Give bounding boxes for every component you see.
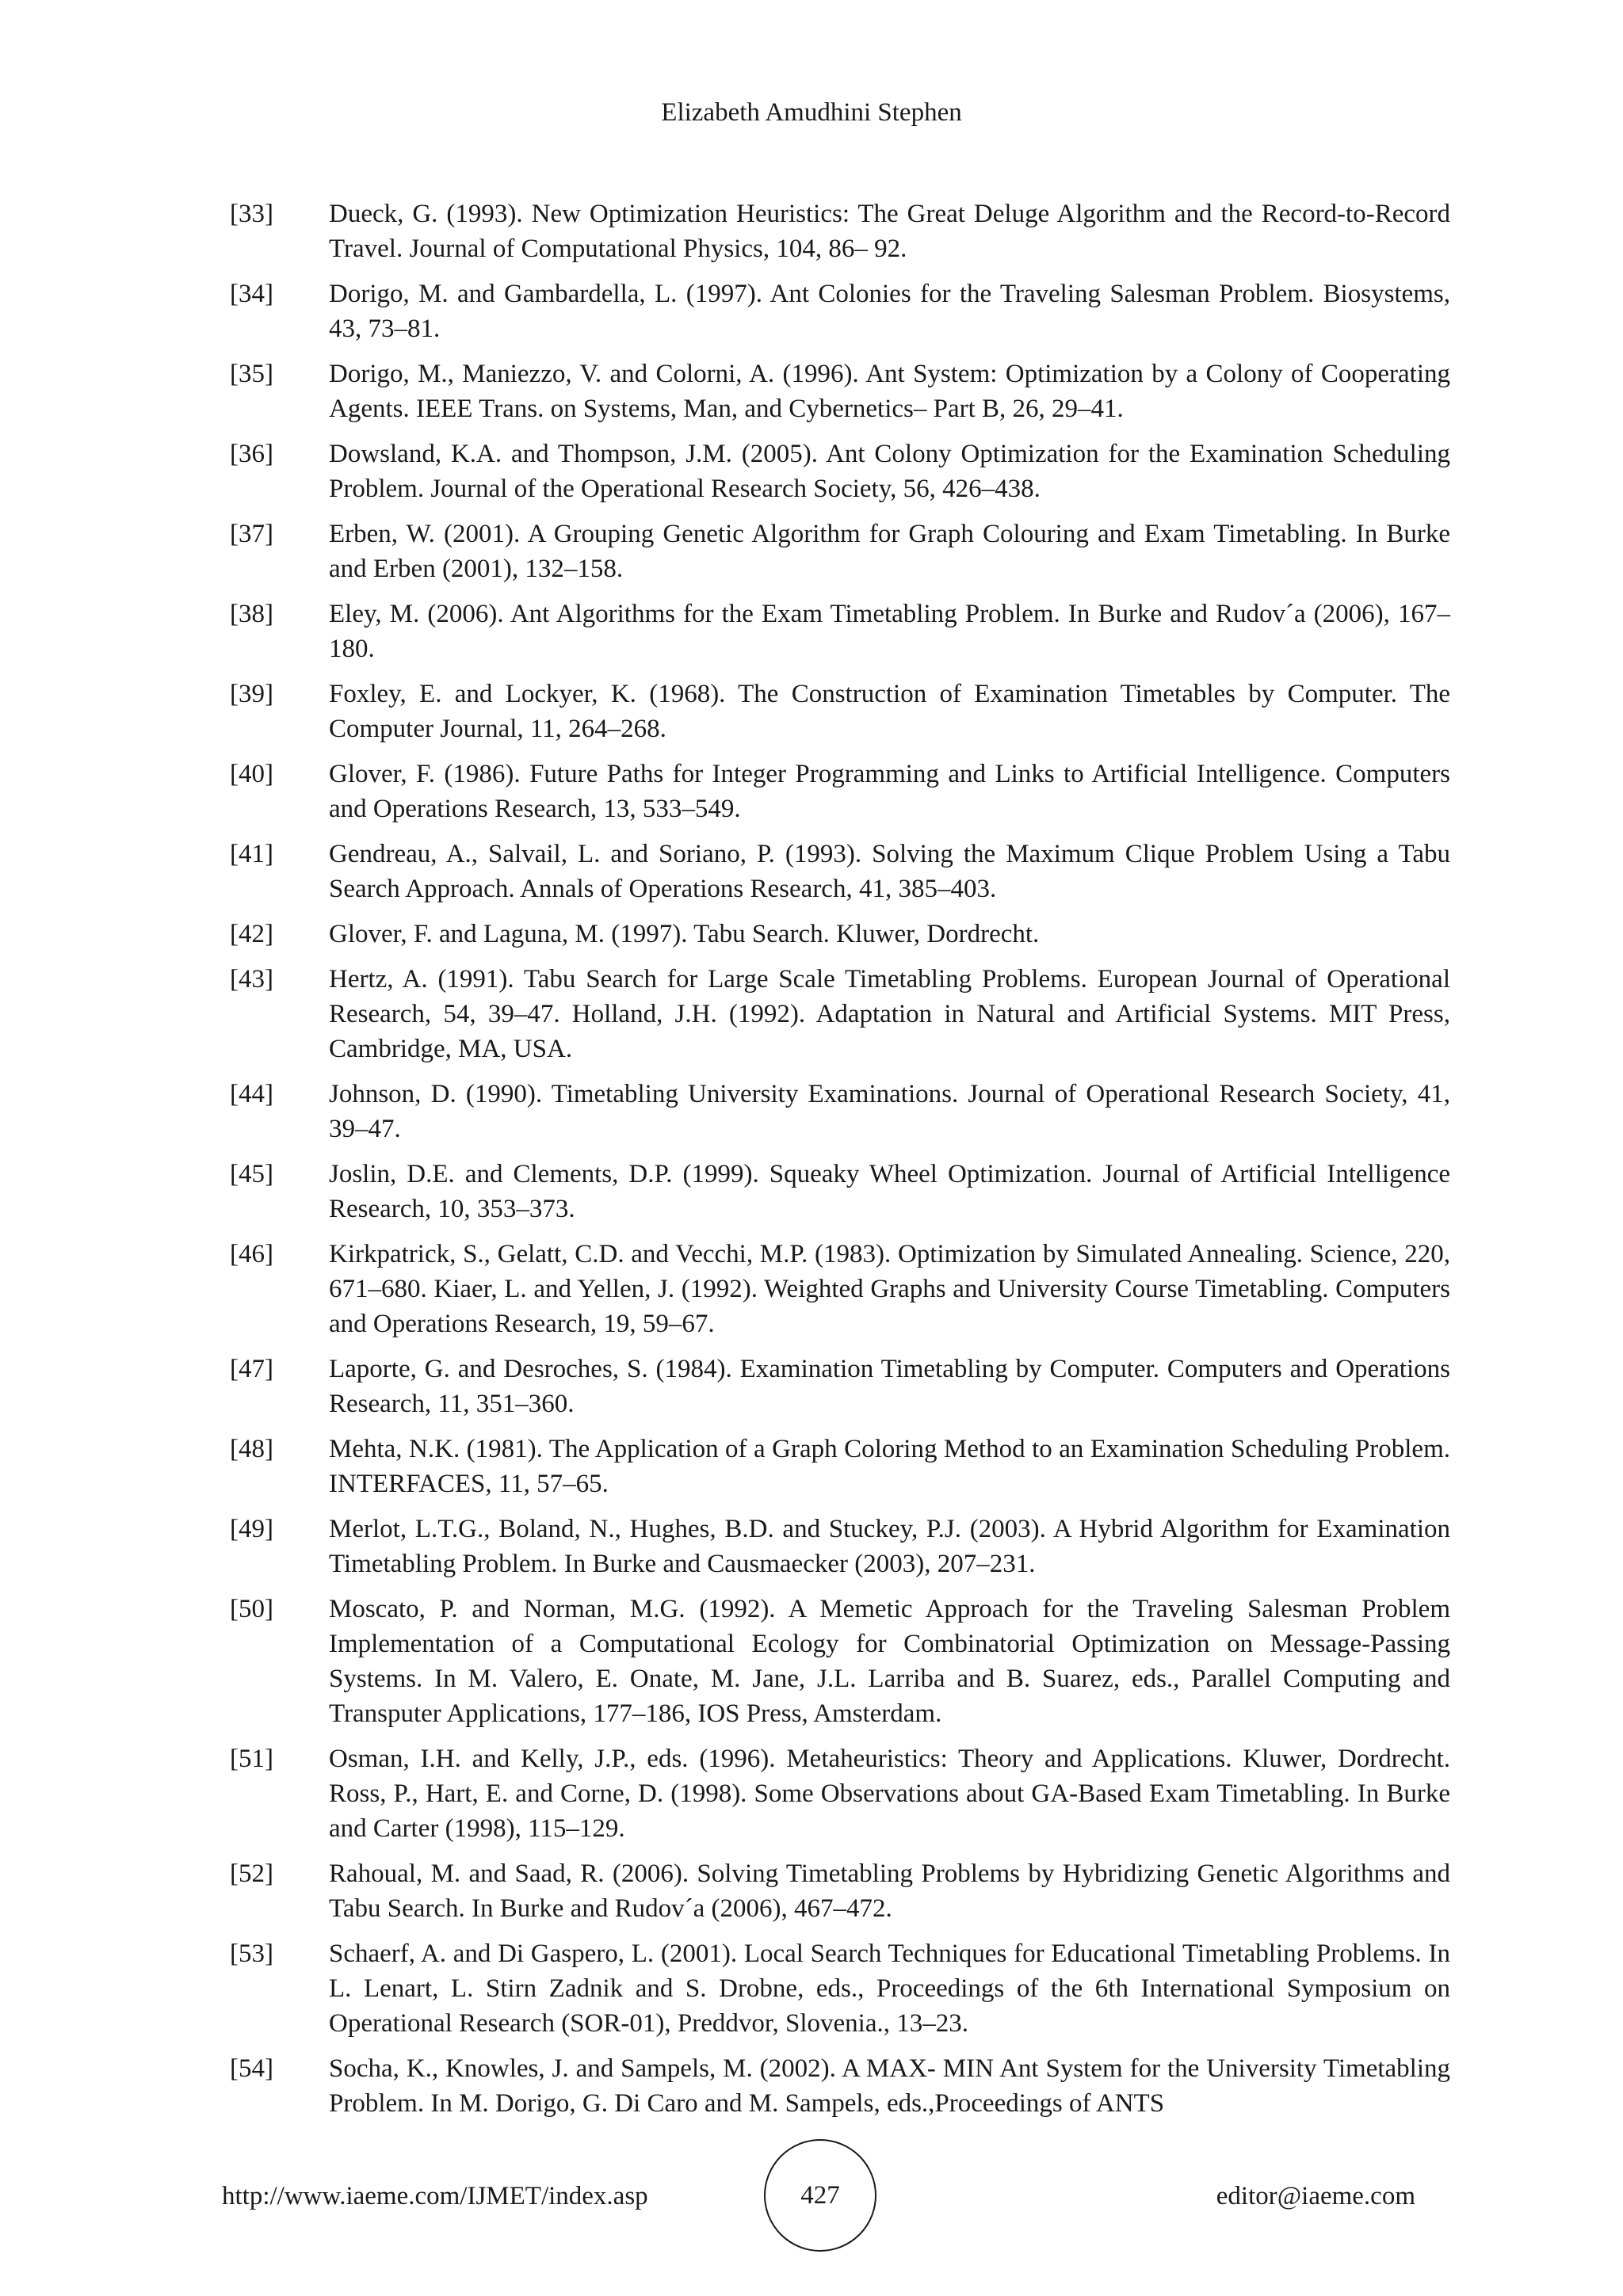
- reference-item: [230, 1856, 1450, 1926]
- reference-number: [46]: [230, 1240, 273, 1268]
- reference-number: [53]: [230, 1939, 273, 1968]
- reference-number: [40]: [230, 760, 273, 788]
- reference-text: Laporte, G. and Desroches, S. (1984). Examination Timetabling by Computer. Computers and Operations Research, 11, 351–360.: [329, 1355, 1450, 1418]
- reference-number: [39]: [230, 680, 273, 708]
- reference-item: [230, 1592, 1450, 1731]
- reference-number: [33]: [230, 200, 273, 228]
- reference-number: [41]: [230, 840, 273, 868]
- reference-text: Hertz, A. (1991). Tabu Search for Large Scale Timetabling Problems. European Journal of Operational Research, 54, 39–47. Holland, J.H. (1992). Adaptation in Natural and Artificial Systems. MIT Press, Cambridge, MA, USA.: [329, 965, 1450, 1063]
- running-header: [0, 97, 1623, 128]
- reference-text: Kirkpatrick, S., Gelatt, C.D. and Vecchi, M.P. (1983). Optimization by Simulated Annealing. Science, 220, 671–680. Kiaer, L. and Yellen, J. (1992). Weighted Graphs and University Course Timetabling. Computers and Operations Research, 19, 59–67.: [329, 1240, 1450, 1338]
- reference-item: [230, 597, 1450, 666]
- reference-item: [230, 1936, 1450, 2041]
- reference-text: Foxley, E. and Lockyer, K. (1968). The Construction of Examination Timetables by Computer. The Computer Journal, 11, 264–268.: [329, 680, 1450, 743]
- reference-text: Schaerf, A. and Di Gaspero, L. (2001). Local Search Techniques for Educational Timetabling Problems. In L. Lenart, L. Stirn Zadnik and S. Drobne, eds., Proceedings of the 6th International Symposium on Operational Research (SOR-01), Preddvor, Slovenia., 13–23.: [329, 1939, 1450, 2038]
- reference-text: Joslin, D.E. and Clements, D.P. (1999). Squeaky Wheel Optimization. Journal of Artificial Intelligence Research, 10, 353–373.: [329, 1160, 1450, 1223]
- reference-number: [42]: [230, 920, 273, 948]
- reference-number: [36]: [230, 440, 273, 468]
- reference-item: [230, 2051, 1450, 2121]
- reference-number: [43]: [230, 965, 273, 994]
- reference-item: [230, 1741, 1450, 1846]
- reference-number: [48]: [230, 1435, 273, 1463]
- reference-item: [230, 1352, 1450, 1421]
- reference-text: Eley, M. (2006). Ant Algorithms for the Exam Timetabling Problem. In Burke and Rudov´a (2006), 167–180.: [329, 600, 1450, 663]
- reference-number: [35]: [230, 360, 273, 388]
- reference-text: Rahoual, M. and Saad, R. (2006). Solving Timetabling Problems by Hybridizing Genetic Algorithms and Tabu Search. In Burke and Rudov´a (2006), 467–472.: [329, 1859, 1450, 1923]
- reference-text: Glover, F. (1986). Future Paths for Integer Programming and Links to Artificial Intelligence. Computers and Operations Research, 13, 533–549.: [329, 760, 1450, 823]
- reference-item: [230, 1237, 1450, 1341]
- reference-number: [34]: [230, 280, 273, 308]
- reference-text: Osman, I.H. and Kelly, J.P., eds. (1996). Metaheuristics: Theory and Applications. Kluwer, Dordrecht. Ross, P., Hart, E. and Corne, D. (1998). Some Observations about GA-Based Exam Timetabling. In Burke and Carter (1998), 115–129.: [329, 1745, 1450, 1843]
- reference-number: [54]: [230, 2054, 273, 2083]
- reference-text: Dueck, G. (1993). New Optimization Heuristics: The Great Deluge Algorithm and the Record-to-Record Travel. Journal of Computational Physics, 104, 86– 92.: [329, 200, 1450, 263]
- reference-number: [38]: [230, 600, 273, 628]
- reference-number: [49]: [230, 1515, 273, 1543]
- reference-item: [230, 962, 1450, 1066]
- reference-item: [230, 517, 1450, 586]
- reference-item: [230, 677, 1450, 746]
- reference-item: [230, 757, 1450, 826]
- footer-email-link[interactable]: editor@iaeme.com: [1216, 2182, 1415, 2210]
- reference-item: [230, 357, 1450, 426]
- reference-item: [230, 1077, 1450, 1146]
- reference-text: Dorigo, M., Maniezzo, V. and Colorni, A. (1996). Ant System: Optimization by a Colony of Cooperating Agents. IEEE Trans. on Systems, Man, and Cybernetics– Part B, 26, 29–41.: [329, 360, 1450, 423]
- reference-text: Gendreau, A., Salvail, L. and Soriano, P. (1993). Solving the Maximum Clique Problem Using a Tabu Search Approach. Annals of Operations Research, 41, 385–403.: [329, 840, 1450, 903]
- reference-number: [50]: [230, 1595, 273, 1623]
- reference-list: [230, 196, 1450, 2131]
- reference-text: Mehta, N.K. (1981). The Application of a Graph Coloring Method to an Examination Scheduling Problem. INTERFACES, 11, 57–65.: [329, 1435, 1450, 1498]
- header-author: Elizabeth Amudhini Stephen: [661, 98, 962, 127]
- footer-url-link[interactable]: http://www.iaeme.com/IJMET/index.asp: [222, 2182, 648, 2210]
- reference-text: Moscato, P. and Norman, M.G. (1992). A Memetic Approach for the Traveling Salesman Problem Implementation of a Computational Ecology for Combinatorial Optimization on Message-Passing Systems. In M. Valero, E. Onate, M. Jane, J.L. Larriba and B. Suarez, eds., Parallel Computing and Transputer Applications, 177–186, IOS Press, Amsterdam.: [329, 1595, 1450, 1728]
- reference-number: [45]: [230, 1160, 273, 1188]
- reference-text: Johnson, D. (1990). Timetabling University Examinations. Journal of Operational Research Society, 41, 39–47.: [329, 1080, 1450, 1143]
- reference-item: [230, 277, 1450, 346]
- reference-text: Erben, W. (2001). A Grouping Genetic Algorithm for Graph Colouring and Exam Timetabling. In Burke and Erben (2001), 132–158.: [329, 520, 1450, 583]
- reference-text: Glover, F. and Laguna, M. (1997). Tabu Search. Kluwer, Dordrecht.: [329, 920, 1040, 948]
- reference-number: [51]: [230, 1745, 273, 1773]
- reference-text: Socha, K., Knowles, J. and Sampels, M. (2002). A MAX- MIN Ant System for the University Timetabling Problem. In M. Dorigo, G. Di Caro and M. Sampels, eds.,Proceedings of ANTS: [329, 2054, 1450, 2118]
- reference-item: [230, 917, 1450, 952]
- reference-item: [230, 837, 1450, 906]
- reference-item: [230, 437, 1450, 506]
- page-number: 427: [800, 2180, 840, 2210]
- reference-item: [230, 196, 1450, 266]
- reference-number: [52]: [230, 1859, 273, 1888]
- page-footer: [0, 2139, 1623, 2258]
- reference-text: Dowsland, K.A. and Thompson, J.M. (2005). Ant Colony Optimization for the Examination Scheduling Problem. Journal of the Operational Research Society, 56, 426–438.: [329, 440, 1450, 503]
- reference-text: Merlot, L.T.G., Boland, N., Hughes, B.D. and Stuckey, P.J. (2003). A Hybrid Algorithm for Examination Timetabling Problem. In Burke and Causmaecker (2003), 207–231.: [329, 1515, 1450, 1578]
- reference-number: [37]: [230, 520, 273, 548]
- reference-number: [47]: [230, 1355, 273, 1383]
- reference-item: [230, 1512, 1450, 1581]
- reference-item: [230, 1157, 1450, 1226]
- reference-text: Dorigo, M. and Gambardella, L. (1997). Ant Colonies for the Traveling Salesman Problem. Biosystems, 43, 73–81.: [329, 280, 1450, 343]
- reference-number: [44]: [230, 1080, 273, 1108]
- reference-item: [230, 1432, 1450, 1501]
- page-number-circle: [764, 2139, 876, 2252]
